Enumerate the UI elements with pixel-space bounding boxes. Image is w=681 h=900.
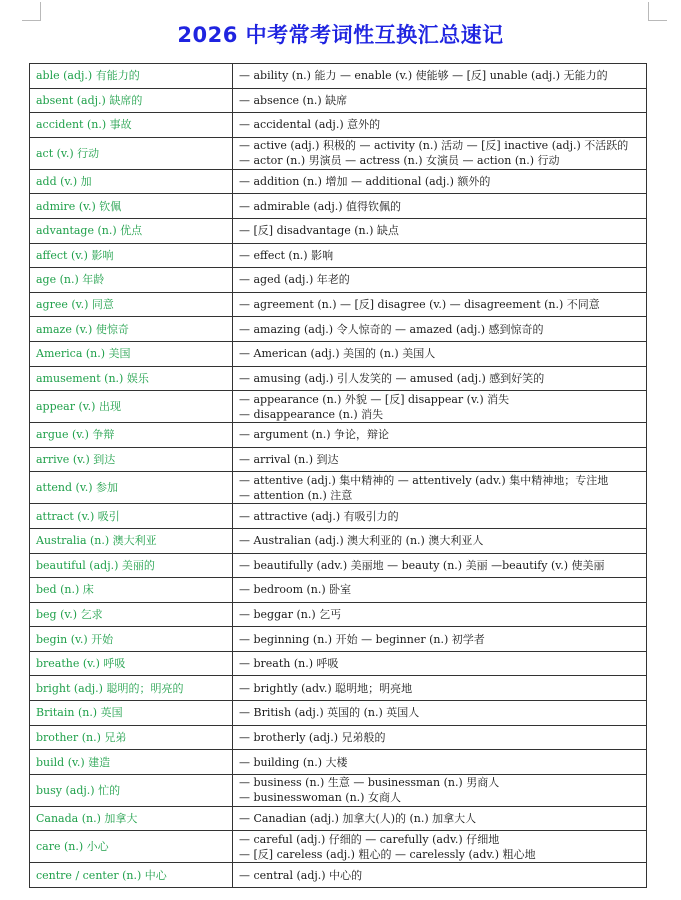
- head-word-cell: brother (n.) 兄弟: [30, 725, 233, 750]
- table-row: [30, 863, 647, 888]
- derivative-line: — businesswoman (n.) 女商人: [239, 791, 401, 805]
- head-word-cell: agree (v.) 同意: [30, 292, 233, 317]
- derivative-line: — effect (n.) 影响: [239, 248, 334, 262]
- derivative-line: — amusing (adj.) 引人发笑的 — amused (adj.) 感到好笑的: [239, 371, 545, 385]
- table-row: [30, 64, 647, 89]
- derivative-line: — brightly (adv.) 聪明地；明亮地: [239, 681, 413, 695]
- derivatives-cell: [233, 627, 647, 652]
- head-word-cell: amaze (v.) 使惊奇: [30, 317, 233, 342]
- derivative-line: — argument (n.) 争论，辩论: [239, 428, 390, 442]
- table-row: [30, 218, 647, 243]
- table-row: [30, 137, 647, 169]
- derivative-line: — attentive (adj.) 集中精神的 — attentively (adv.) 集中精神地；专注地: [239, 473, 609, 487]
- derivative-line: — agreement (n.) — [反] disagree (v.) — disagreement (n.) 不同意: [239, 298, 600, 312]
- derivative-line: — breath (n.) 呼吸: [239, 657, 339, 671]
- head-word-cell: build (v.) 建造: [30, 750, 233, 775]
- head-word-cell: America (n.) 美国: [30, 341, 233, 366]
- table-row: [30, 113, 647, 138]
- derivative-line: — bedroom (n.) 卧室: [239, 583, 352, 597]
- head-word-cell: admire (v.) 钦佩: [30, 194, 233, 219]
- table-row: [30, 423, 647, 448]
- derivative-line: — disappearance (n.) 消失: [239, 407, 384, 421]
- head-word-cell: busy (adj.) 忙的: [30, 774, 233, 806]
- table-row: [30, 774, 647, 806]
- table-row: [30, 651, 647, 676]
- derivatives-cell: [233, 578, 647, 603]
- derivative-line: — Australian (adj.) 澳大利亚的 (n.) 澳大利亚人: [239, 534, 484, 548]
- derivative-line: — [反] disadvantage (n.) 缺点: [239, 224, 399, 238]
- derivatives-cell: [233, 268, 647, 293]
- derivative-line: — attention (n.) 注意: [239, 488, 353, 502]
- derivative-line: — amazing (adj.) 令人惊奇的 — amazed (adj.) 感到惊奇的: [239, 322, 544, 336]
- head-word-cell: add (v.) 加: [30, 169, 233, 194]
- head-word-cell: advantage (n.) 优点: [30, 218, 233, 243]
- table-row: [30, 578, 647, 603]
- head-word-cell: Canada (n.) 加拿大: [30, 806, 233, 831]
- derivatives-cell: [233, 243, 647, 268]
- derivative-line: — building (n.) 大楼: [239, 755, 348, 769]
- derivative-line: — ability (n.) 能力 — enable (v.) 使能够 — [反] unable (adj.) 无能力的: [239, 69, 608, 83]
- derivatives-cell: [233, 701, 647, 726]
- derivative-line: — aged (adj.) 年老的: [239, 273, 350, 287]
- derivatives-cell: [233, 676, 647, 701]
- derivatives-cell: [233, 447, 647, 472]
- derivatives-cell: [233, 341, 647, 366]
- head-word-cell: act (v.) 行动: [30, 137, 233, 169]
- vocabulary-table-body: [30, 64, 647, 888]
- table-row: [30, 528, 647, 553]
- derivatives-cell: [233, 863, 647, 888]
- head-word-cell: Australia (n.) 澳大利亚: [30, 528, 233, 553]
- derivative-line: — [反] careless (adj.) 粗心的 — carelessly (adv.) 粗心地: [239, 847, 536, 861]
- table-row: [30, 194, 647, 219]
- derivatives-cell: [233, 831, 647, 863]
- derivatives-cell: [233, 194, 647, 219]
- head-word-cell: begin (v.) 开始: [30, 627, 233, 652]
- derivative-line: — appearance (n.) 外貌 — [反] disappear (v.) 消失: [239, 392, 510, 406]
- head-word-cell: appear (v.) 出现: [30, 391, 233, 423]
- table-row: [30, 447, 647, 472]
- head-word-cell: centre / center (n.) 中心: [30, 863, 233, 888]
- derivatives-cell: [233, 317, 647, 342]
- derivative-line: — Canadian (adj.) 加拿大(人)的 (n.) 加拿大人: [239, 812, 477, 826]
- derivatives-cell: [233, 528, 647, 553]
- derivatives-cell: [233, 218, 647, 243]
- table-row: [30, 317, 647, 342]
- head-word-cell: bright (adj.) 聪明的；明亮的: [30, 676, 233, 701]
- derivatives-cell: [233, 774, 647, 806]
- derivatives-cell: [233, 725, 647, 750]
- derivatives-cell: [233, 423, 647, 448]
- head-word-cell: arrive (v.) 到达: [30, 447, 233, 472]
- head-word-cell: accident (n.) 事故: [30, 113, 233, 138]
- page-title: 2026 中考常考词性互换汇总速记: [177, 23, 504, 47]
- table-row: [30, 553, 647, 578]
- table-row: [30, 268, 647, 293]
- head-word-cell: able (adj.) 有能力的: [30, 64, 233, 89]
- derivative-line: — central (adj.) 中心的: [239, 868, 363, 882]
- head-word-cell: attend (v.) 参加: [30, 472, 233, 504]
- derivative-line: — American (adj.) 美国的 (n.) 美国人: [239, 347, 436, 361]
- table-row: [30, 676, 647, 701]
- derivative-line: — beautifully (adv.) 美丽地 — beauty (n.) 美丽 —beautify (v.) 使美丽: [239, 558, 605, 572]
- table-row: [30, 169, 647, 194]
- derivative-line: — actor (n.) 男演员 — actress (n.) 女演员 — action (n.) 行动: [239, 154, 560, 168]
- table-row: [30, 243, 647, 268]
- derivative-line: — admirable (adj.) 值得钦佩的: [239, 199, 402, 213]
- head-word-cell: care (n.) 小心: [30, 831, 233, 863]
- table-row: [30, 602, 647, 627]
- derivative-line: — business (n.) 生意 — businessman (n.) 男商人: [239, 776, 500, 790]
- head-word-cell: Britain (n.) 英国: [30, 701, 233, 726]
- derivative-line: — arrival (n.) 到达: [239, 453, 339, 467]
- derivative-line: — beginning (n.) 开始 — beginner (n.) 初学者: [239, 632, 485, 646]
- table-row: [30, 366, 647, 391]
- derivatives-cell: [233, 366, 647, 391]
- derivatives-cell: [233, 292, 647, 317]
- head-word-cell: attract (v.) 吸引: [30, 504, 233, 529]
- derivatives-cell: [233, 113, 647, 138]
- head-word-cell: amusement (n.) 娱乐: [30, 366, 233, 391]
- head-word-cell: beautiful (adj.) 美丽的: [30, 553, 233, 578]
- derivatives-cell: [233, 602, 647, 627]
- head-word-cell: beg (v.) 乞求: [30, 602, 233, 627]
- derivatives-cell: [233, 88, 647, 113]
- head-word-cell: affect (v.) 影响: [30, 243, 233, 268]
- derivative-line: — addition (n.) 增加 — additional (adj.) 额外的: [239, 175, 491, 189]
- derivative-line: — brotherly (adj.) 兄弟般的: [239, 730, 386, 744]
- table-row: [30, 806, 647, 831]
- derivatives-cell: [233, 472, 647, 504]
- derivatives-cell: [233, 750, 647, 775]
- table-row: [30, 391, 647, 423]
- vocabulary-table: [29, 63, 647, 888]
- derivative-line: — absence (n.) 缺席: [239, 93, 348, 107]
- derivative-line: — active (adj.) 积极的 — activity (n.) 活动 — [反] inactive (adj.) 不活跃的: [239, 139, 629, 153]
- table-row: [30, 701, 647, 726]
- table-row: [30, 472, 647, 504]
- derivatives-cell: [233, 504, 647, 529]
- table-row: [30, 831, 647, 863]
- head-word-cell: age (n.) 年龄: [30, 268, 233, 293]
- derivative-line: — attractive (adj.) 有吸引力的: [239, 509, 399, 523]
- table-row: [30, 341, 647, 366]
- derivative-line: — accidental (adj.) 意外的: [239, 118, 381, 132]
- derivatives-cell: [233, 137, 647, 169]
- derivative-line: — beggar (n.) 乞丐: [239, 607, 342, 621]
- derivatives-cell: [233, 64, 647, 89]
- derivatives-cell: [233, 651, 647, 676]
- table-row: [30, 627, 647, 652]
- head-word-cell: bed (n.) 床: [30, 578, 233, 603]
- derivative-line: — careful (adj.) 仔细的 — carefully (adv.) 仔细地: [239, 832, 500, 846]
- derivatives-cell: [233, 806, 647, 831]
- derivatives-cell: [233, 553, 647, 578]
- head-word-cell: absent (adj.) 缺席的: [30, 88, 233, 113]
- derivatives-cell: [233, 169, 647, 194]
- derivative-line: — British (adj.) 英国的 (n.) 英国人: [239, 706, 420, 720]
- derivatives-cell: [233, 391, 647, 423]
- table-row: [30, 292, 647, 317]
- table-row: [30, 750, 647, 775]
- head-word-cell: breathe (v.) 呼吸: [30, 651, 233, 676]
- table-row: [30, 725, 647, 750]
- table-row: [30, 88, 647, 113]
- table-row: [30, 504, 647, 529]
- head-word-cell: argue (v.) 争辩: [30, 423, 233, 448]
